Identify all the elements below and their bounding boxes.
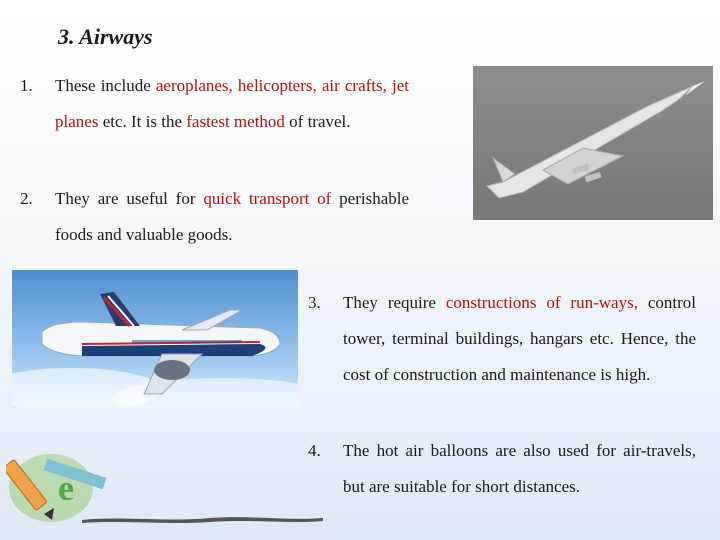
list-item-text [55,181,409,253]
text-segment: of travel. [284,112,351,131]
text-segment: The hot air balloons are also used for air-travels, but are suitable for short distances. [343,441,696,496]
list-item-text [343,433,696,505]
list-item-text [55,68,409,140]
brush-stroke-divider [80,512,325,526]
highlighted-text: constructions of run-ways, [445,293,638,312]
highlighted-text: aeroplanes, helicopters, air crafts, jet planes [55,76,409,131]
text-segment: They require [343,293,446,312]
text-segment: They are useful for [55,189,204,208]
list-item-number: 1. [20,76,33,95]
text-segment: These include [55,76,156,95]
highlighted-text: fastest method [186,112,285,131]
jet-icon [473,66,713,220]
supersonic-jet-photo [473,66,713,220]
svg-text:e: e [58,468,74,508]
list-item-number: 2. [20,189,33,208]
list-item-number: 3. [308,293,321,312]
airliner-icon [12,270,298,408]
text-segment: control tower, terminal buildings, hangars etc. Hence, the cost of construction and maintenance is high. [343,293,696,384]
text-segment: perishable foods and valuable goods. [55,189,410,244]
highlighted-text: quick transport of [203,189,332,208]
list-item-number: 4. [308,441,321,460]
slide-title: 3. Airways [58,24,153,49]
passenger-airliner-photo [12,270,298,408]
text-segment: etc. It is the [98,112,187,131]
list-item-text [343,285,696,393]
